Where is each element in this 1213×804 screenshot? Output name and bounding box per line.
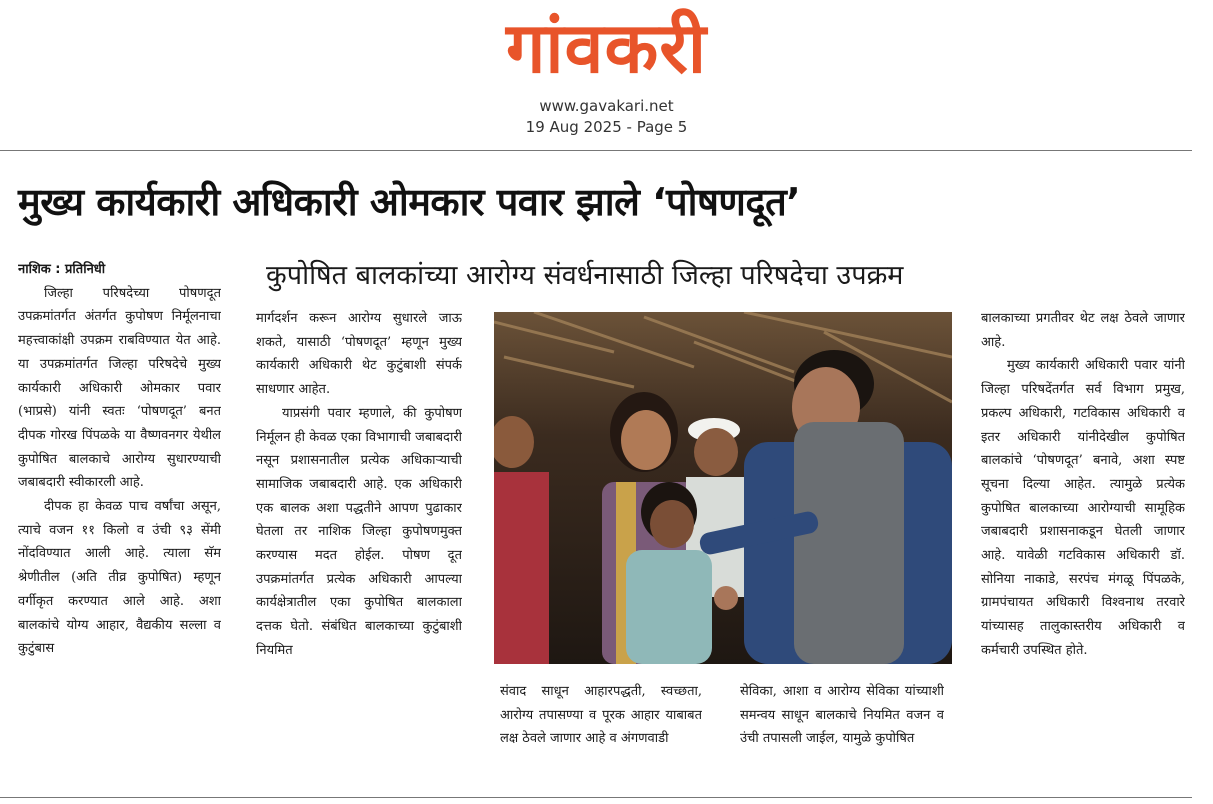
article-photo: [494, 312, 952, 664]
newspaper-masthead: गांवकरी: [506, 7, 707, 89]
top-divider: [0, 150, 1192, 151]
paragraph: सेविका, आशा व आरोग्य सेविका यांच्याशी समन्वय साधून बालकाचे नियमित वजन व उंची तपासली जाईल, यामुळे कुपोषित: [740, 684, 944, 747]
photo-illustration: [494, 312, 952, 664]
byline: नाशिक : प्रतिनिधी: [18, 262, 106, 277]
article-column-4: [740, 680, 944, 788]
paragraph: मार्गदर्शन करून आरोग्य सुधारले जाऊ शकते, यासाठी ‘पोषणदूत’ म्हणून मुख्य कार्यकारी अधिकारी थेट कुटुंबाशी संपर्क साधणार आहेत.: [256, 311, 462, 398]
bottom-divider: [0, 797, 1192, 798]
paragraph: याप्रसंगी पवार म्हणाले, की कुपोषण निर्मूलन ही केवळ एका विभागाची जबाबदारी नसून प्रशासनातील प्रत्येक अधिकाऱ्याची सामाजिक जबाबदारी आहे. एक अधिकारी एक बालक अशा पद्धतीने आपण पुढाकार घेतला तर नाशिक जिल्हा कुपोषणमुक्त करण्यास मदत होईल. पोषण दूत उपक्रमांतर्गत प्रत्येक अधिकारी आपल्या कार्यक्षेत्रातील एका कुपोषित बालकाला दत्तक घेतो. संबंधित बालकाच्या कुटुंबाशी नियमित: [256, 405, 462, 658]
article-column-2: [256, 307, 462, 788]
issue-date-page: 19 Aug 2025 - Page 5: [525, 118, 688, 136]
article-column-1: [18, 258, 221, 788]
paragraph: संवाद साधून आहारपद्धती, स्वच्छता, आरोग्य तपासण्या व पूरक आहार याबाबत लक्ष ठेवले जाणार आहे व अंगणवाडी: [500, 684, 702, 747]
article-subheadline: कुपोषित बालकांच्या आरोग्य संवर्धनासाठी जिल्हा परिषदेचा उपक्रम: [266, 260, 904, 291]
article-column-3: [500, 680, 702, 788]
paragraph: दीपक हा केवळ पाच वर्षांचा असून, त्याचे वजन ११ किलो व उंची ९३ सेंमी नोंदविण्यात आली आहे. त्याला सॅम श्रेणीतील (अति तीव्र कुपोषित) म्हणून वर्गीकृत करण्यात आले आहे. अशा बालकांचे योग्य आहार, वैद्यकीय सल्ला व कुटुंबास: [18, 499, 221, 657]
paragraph: बालकाच्या प्रगतीवर थेट लक्ष ठेवले जाणार आहे.: [981, 311, 1185, 350]
paragraph: मुख्य कार्यकारी अधिकारी पवार यांनी जिल्हा परिषदेंतर्गत सर्व विभाग प्रमुख, प्रकल्प अधिकारी, गटविकास अधिकारी व इतर अधिकारी यांनीदेखील कुपोषित बालकांचे ‘पोषणदूत’ बनावे, अशा स्पष्ट सूचना दिल्या आहेत. त्यामुळे प्रत्येक कुपोषित बालकाच्या आरोग्याची सामूहिक जबाबदारी प्रशासनाकडून घेतली जाणार आहे. यावेळी गटविकास अधिकारी डॉ. सोनिया नाकाडे, सरपंच मंगळू पिंपळके, ग्रामपंचायत अधिकारी विश्वनाथ तरवारे यांच्यासह तालुकास्तरीय अधिकारी व कर्मचारी उपस्थित होते.: [981, 358, 1185, 658]
article-headline: मुख्य कार्यकारी अधिकारी ओमकार पवार झाले ‘पोषणदूत’: [18, 180, 801, 224]
website-url: www.gavakari.net: [539, 97, 674, 115]
paragraph: जिल्हा परिषदेच्या पोषणदूत उपक्रमांतर्गत अंतर्गत कुपोषण निर्मूलनाचा महत्त्वाकांक्षी उपक्रम राबविण्यात येत आहे. या उपक्रमांतर्गत जिल्हा परिषदेचे मुख्य कार्यकारी अधिकारी ओमकार पवार (भाप्रसे) यांनी स्वतः ‘पोषणदूत’ बनत दीपक गोरख पिंपळके या वैष्णवनगर येथील कुपोषित बालकाचे आरोग्य सुधारण्याची जबाबदारी स्वीकारली आहे.: [18, 285, 221, 491]
article-column-5: [981, 307, 1185, 788]
